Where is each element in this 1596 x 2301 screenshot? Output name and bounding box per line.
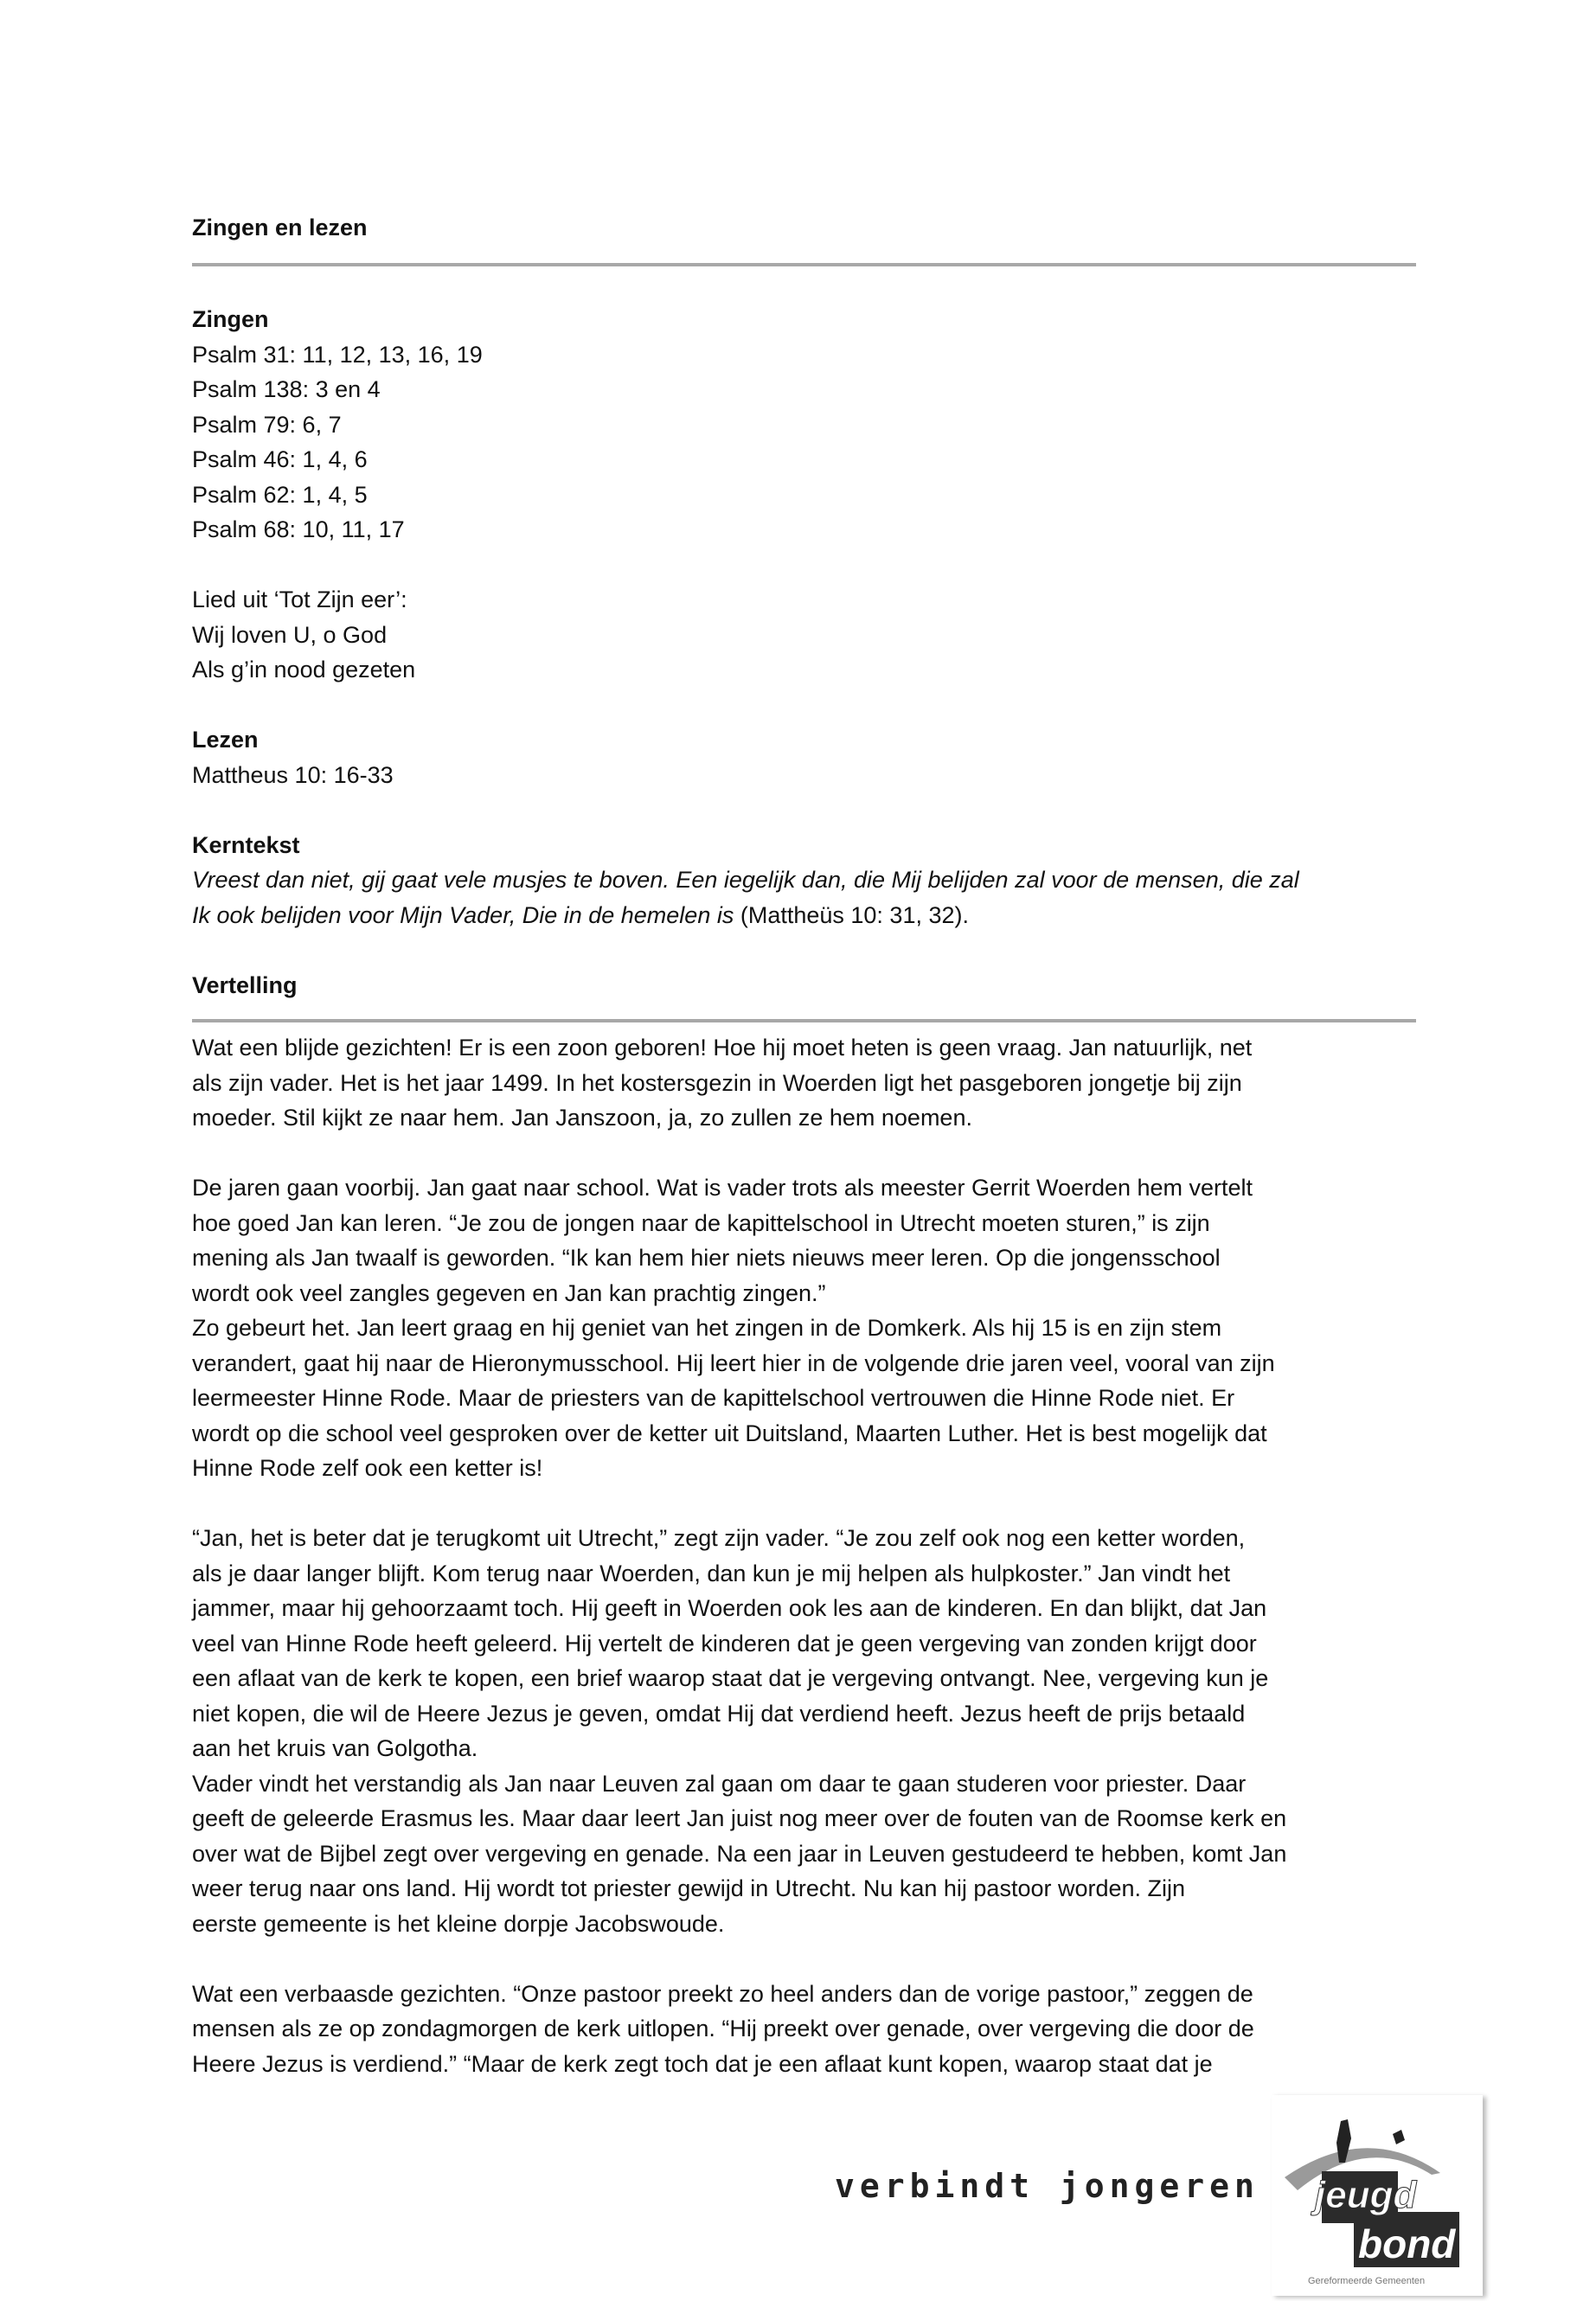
title-divider: [192, 263, 1416, 266]
jeugdbond-logo: [1272, 2095, 1483, 2296]
story-line: verandert, gaat hij naar de Hieronymusschool. Hij leert hier in de volgende drie jaren veel, vooral van zijn: [192, 1349, 1275, 1376]
kerntekst-reference: (Mattheüs 10: 31, 32).: [734, 901, 969, 928]
story-line: jammer, maar hij gehoorzaamt toch. Hij geeft in Woerden ook les aan de kinderen. En dan blijkt, dat Jan: [192, 1595, 1267, 1621]
lezen-text: Mattheus 10: 16-33: [192, 761, 394, 788]
story-line: Heere Jezus is verdiend.” “Maar de kerk zegt toch dat je een aflaat kunt kopen, waarop staat dat je: [192, 2050, 1213, 2077]
psalm-line: Psalm 79: 6, 7: [192, 411, 342, 438]
story-line: als zijn vader. Het is het jaar 1499. In het kostersgezin in Woerden ligt het pasgeboren jongetje bij zijn: [192, 1069, 1242, 1096]
story-line: wordt ook veel zangles gegeven en Jan kan prachtig zingen.”: [192, 1279, 826, 1306]
kerntekst-line: [192, 898, 1420, 933]
story-line: hoe goed Jan kan leren. “Je zou de jongen naar de kapittelschool in Utrecht moeten sturen,” is zijn: [192, 1209, 1210, 1236]
psalm-line: Psalm 68: 10, 11, 17: [192, 516, 405, 542]
kerntekst-heading: Kerntekst: [192, 831, 300, 858]
story-line: Wat een blijde gezichten! Er is een zoon geboren! Hoe hij moet heten is geen vraag. Jan natuurlijk, net: [192, 1035, 1253, 1061]
vertelling-divider: [192, 1019, 1416, 1022]
svg-text:jeugd: jeugd: [1315, 2174, 1417, 2216]
story-line: als je daar langer blijft. Kom terug naar Woerden, dan kun je mij helpen als hulpkoster.” Jan vindt het: [192, 1560, 1231, 1586]
story-line: veel van Hinne Rode heeft geleerd. Hij vertelt de kinderen dat je geen vergeving van zonden krijgt door: [192, 1630, 1257, 1657]
svg-text:Gereformeerde Gemeenten: Gereformeerde Gemeenten: [1308, 2276, 1426, 2286]
story-line: aan het kruis van Golgotha.: [192, 1735, 478, 1761]
story-line: geeft de geleerde Erasmus les. Maar daar leert Jan juist nog meer over de fouten van de Roomse kerk en: [192, 1805, 1287, 1831]
story-line: weer terug naar ons land. Hij wordt tot priester gewijd in Utrecht. Nu kan hij pastoor worden. Zijn: [192, 1875, 1186, 1901]
psalm-line: Psalm 31: 11, 12, 13, 16, 19: [192, 341, 483, 368]
lezen-heading: Lezen: [192, 727, 259, 753]
story-line: eerste gemeente is het kleine dorpje Jacobswoude.: [192, 1910, 725, 1937]
lied-line: Wij loven U, o God: [192, 621, 388, 648]
zingen-heading: Zingen: [192, 306, 269, 332]
story-line: moeder. Stil kijkt ze naar hem. Jan Janszoon, ja, zo zullen ze hem noemen.: [192, 1105, 972, 1131]
story-line: Hinne Rode zelf ook een ketter is!: [192, 1455, 543, 1481]
story-line: wordt op die school veel gesproken over de ketter uit Duitsland, Maarten Luther. Het is best mogelijk dat: [192, 1420, 1267, 1446]
story-line: De jaren gaan voorbij. Jan gaat naar school. Wat is vader trots als meester Gerrit Woerden hem vertelt: [192, 1175, 1253, 1201]
kerntekst-line: Vreest dan niet, gij gaat vele musjes te boven. Een iegelijk dan, die Mij belijden zal voor de mensen, die zal: [192, 867, 1299, 893]
story-line: mening als Jan twaalf is geworden. “Ik kan hem hier niets nieuws meer leren. Op die jongensschool: [192, 1245, 1221, 1271]
story-line: over wat de Bijbel zegt over vergeving en genade. Na een jaar in Leuven gestudeerd te hebben, komt Jan: [192, 1840, 1287, 1867]
footer-tagline: verbindt jongeren: [835, 2167, 1259, 2205]
story-line: mensen als ze op zondagmorgen de kerk uitlopen. “Hij preekt over genade, over vergeving die door de: [192, 2016, 1254, 2041]
vertelling-body: [192, 1030, 1420, 2081]
story-line: Wat een verbaasde gezichten. “Onze pastoor preekt zo heel anders dan de vorige pastoor,” zeggen de: [192, 1980, 1253, 2007]
story-line: “Jan, het is beter dat je terugkomt uit Utrecht,” zegt zijn vader. “Je zou zelf ook nog een ketter worden,: [192, 1525, 1246, 1551]
kerntekst-italic: Ik ook belijden voor Mijn Vader, Die in de hemelen is: [192, 901, 734, 928]
psalm-line: Psalm 62: 1, 4, 5: [192, 481, 368, 508]
svg-text:bond: bond: [1358, 2221, 1456, 2266]
lied-intro: Lied uit ‘Tot Zijn eer’:: [192, 586, 407, 612]
story-line: Vader vindt het verstandig als Jan naar Leuven zal gaan om daar te gaan studeren voor priester. Daar: [192, 1770, 1247, 1797]
document-header: [192, 210, 1420, 246]
story-line: leermeester Hinne Rode. Maar de priesters van de kapittelschool vertrouwen die Hinne Rode niet. Er: [192, 1385, 1235, 1411]
vertelling-heading: Vertelling: [192, 971, 298, 998]
psalm-line: Psalm 46: 1, 4, 6: [192, 446, 368, 472]
lied-line: Als g’in nood gezeten: [192, 657, 416, 683]
page-title: Zingen en lezen: [192, 215, 368, 240]
psalm-line: Psalm 138: 3 en 4: [192, 376, 381, 402]
story-line: een aflaat van de kerk te kopen, een brief waarop staat dat je vergeving ontvangt. Nee, vergeving kun je: [192, 1665, 1269, 1691]
story-line: niet kopen, die wil de Heere Jezus je geven, omdat Hij dat verdiend heeft. Jezus heeft de prijs betaald: [192, 1700, 1246, 1727]
story-line: Zo gebeurt het. Jan leert graag en hij geniet van het zingen in de Domkerk. Als hij 15 is en zijn stem: [192, 1315, 1222, 1341]
zingen-lezen-section: [192, 302, 1420, 1003]
